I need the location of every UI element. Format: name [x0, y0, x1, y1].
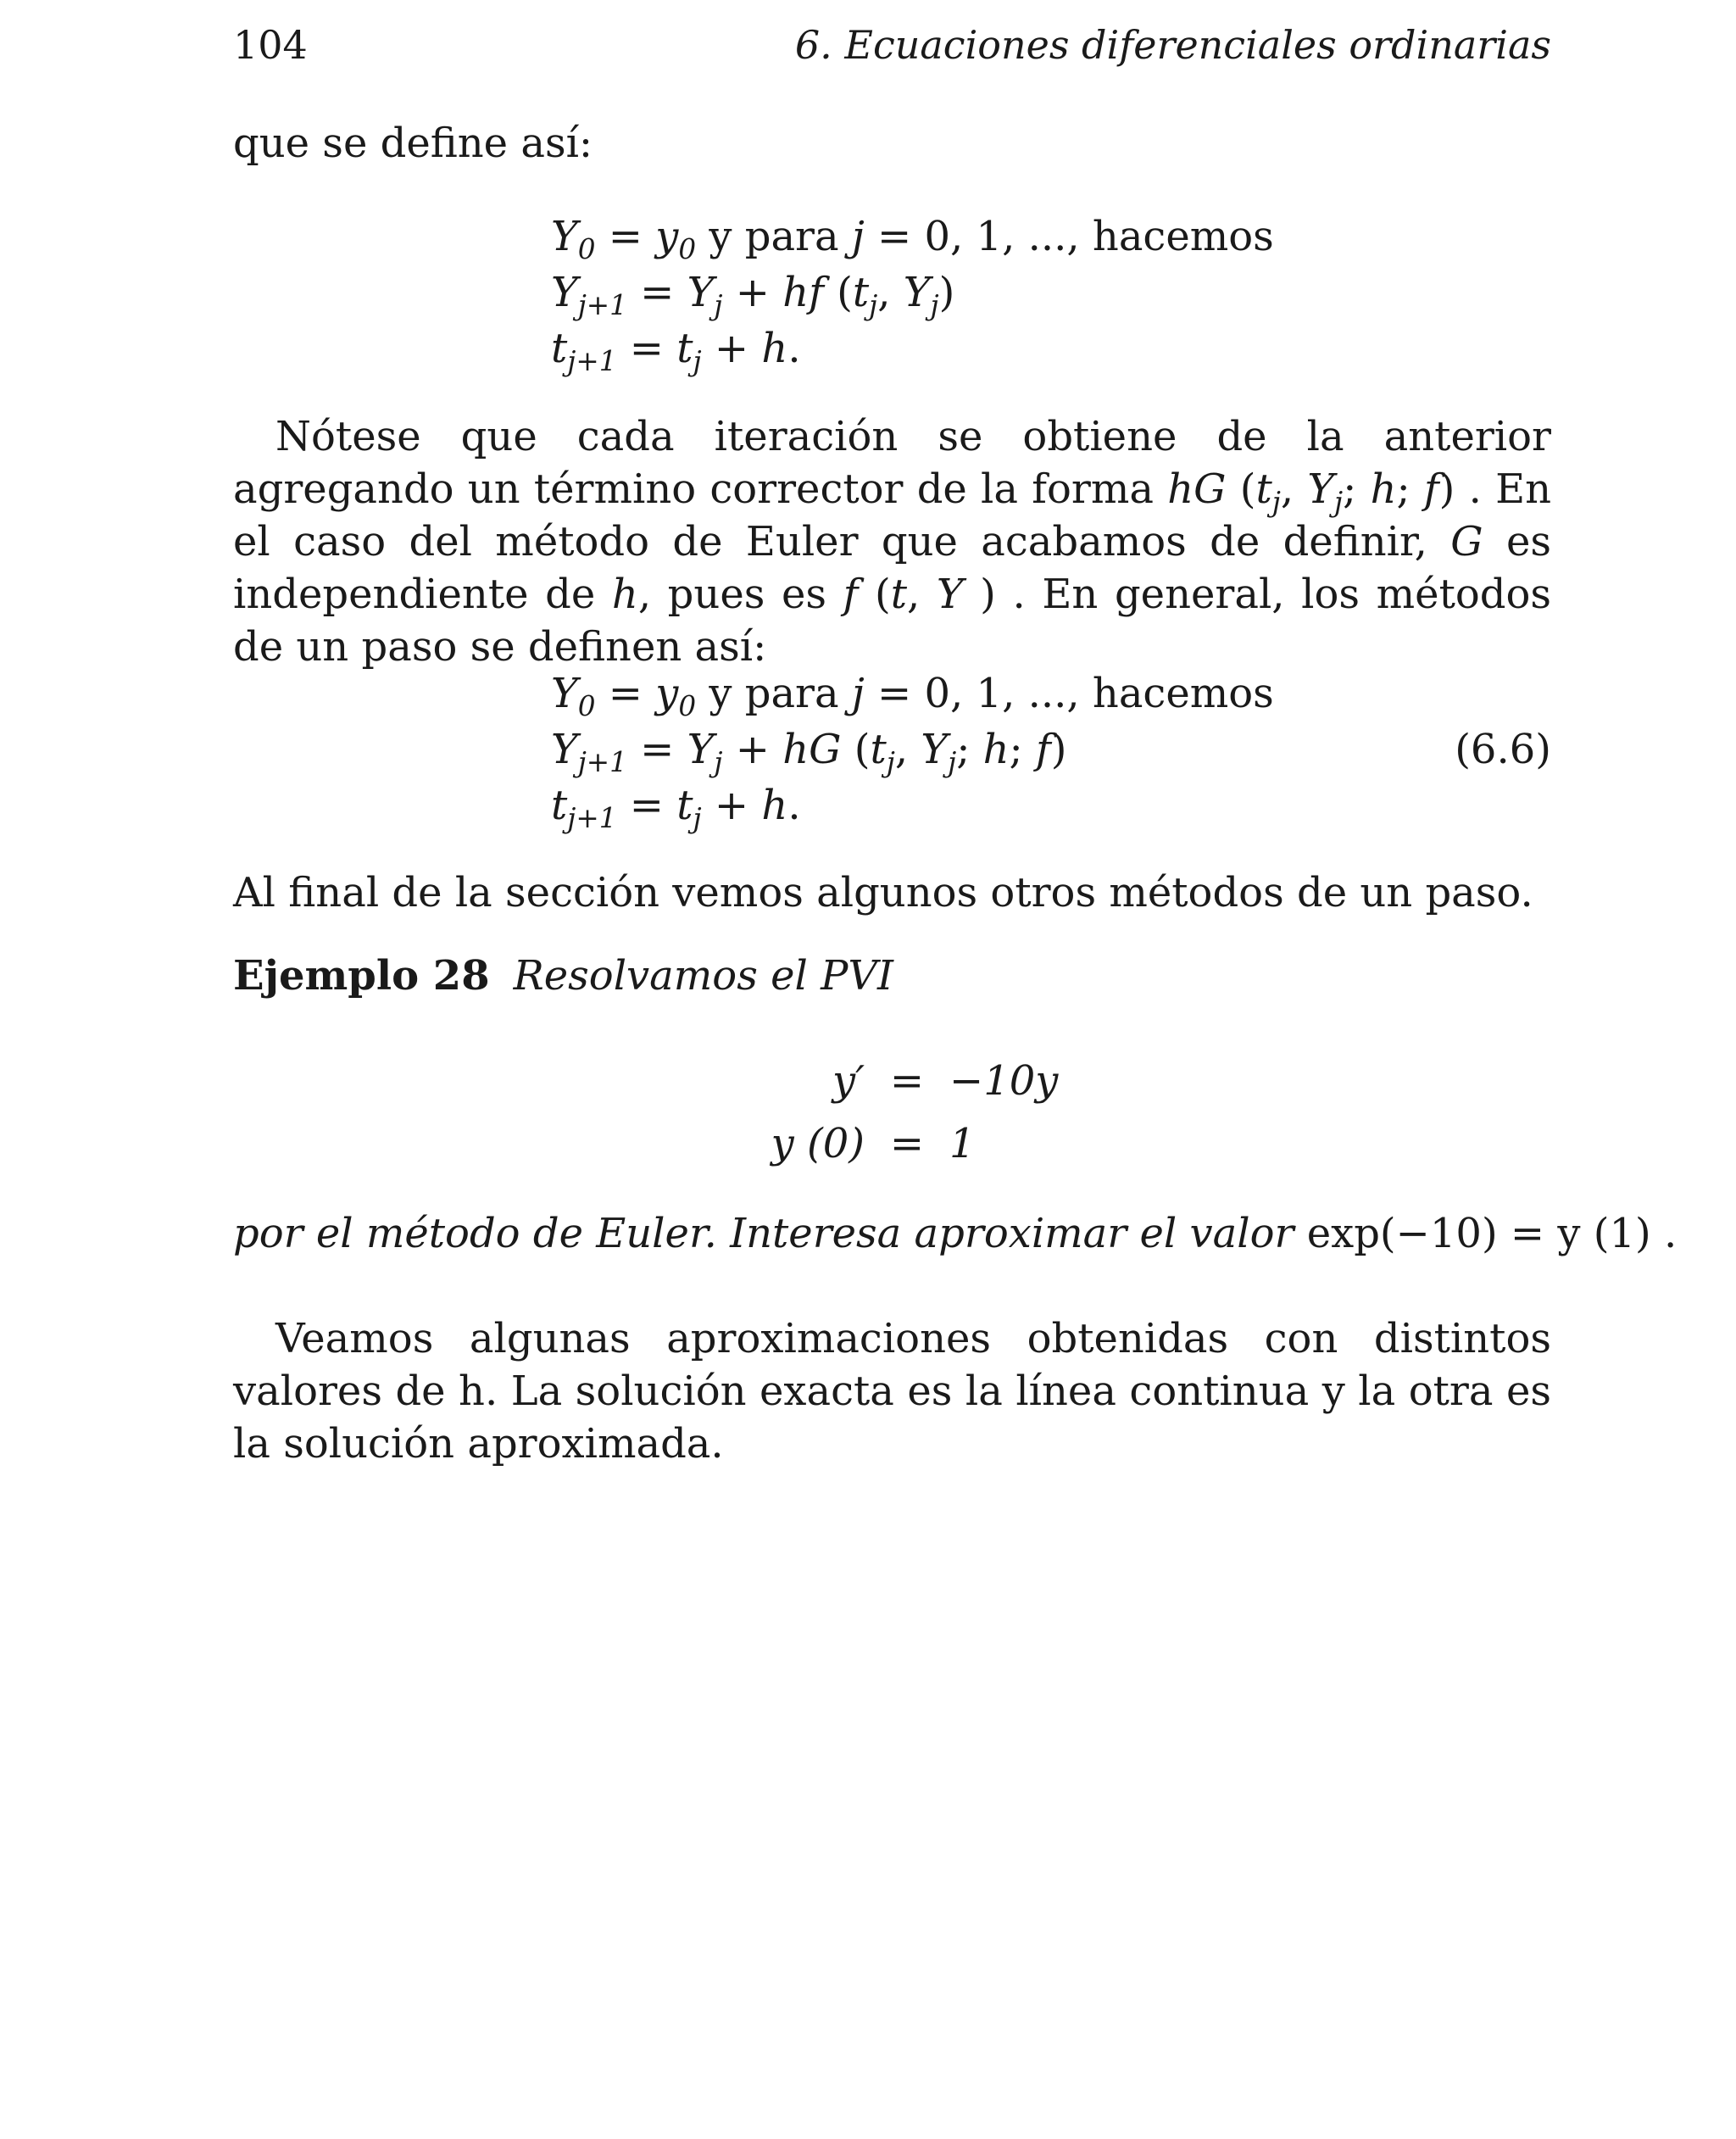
running-title: 6. Ecuaciones diferenciales ordinarias	[794, 22, 1551, 68]
one-step-scheme-line-2: $Y_{j+1} = Y_j$ + hG ($t_j$, $Y_j$; h; f)	[551, 726, 1067, 778]
one-step-scheme	[551, 666, 1274, 833]
example-label: Ejemplo 28	[233, 952, 490, 1000]
ode-system	[695, 1050, 1170, 1175]
paragraph-notese: Nótese que cada iteración se obtiene de la anterior agregando un término corrector de la forma hG ($t_j$, $Y_j$; h; f) . En el caso del método de Euler que acabamos de definir, G es independiente de h, pues es f (t, Y ) . En general, los métodos de un paso se definen así:	[233, 413, 1552, 671]
euler-scheme	[551, 209, 1274, 376]
ode-equals: =	[889, 1057, 925, 1105]
ode-rhs: −10y	[949, 1057, 1059, 1105]
example-target-value: exp(−10) = y (1) .	[1306, 1210, 1678, 1257]
ode-rhs: 1	[949, 1120, 976, 1167]
one-step-scheme-line-1: $Y_0 = y_0$ y para j = 0, 1, ..., hacemos	[551, 670, 1274, 722]
paragraph-intro: que se define así:	[233, 120, 593, 167]
one-step-scheme-line-3: $t_{j+1} = t_j + h$.	[551, 782, 801, 834]
equation-number: (6.6)	[1455, 726, 1551, 773]
example-heading	[233, 950, 893, 1002]
ode-row	[695, 1112, 1170, 1175]
example-intro: Resolvamos el PVI	[513, 952, 894, 1000]
ode-equals: =	[889, 1120, 925, 1167]
paragraph-al-final: Al final de la sección vemos algunos otros métodos de un paso.	[233, 869, 1533, 916]
euler-scheme-line-3: $t_{j+1} = t_j + h$.	[551, 325, 801, 377]
euler-scheme-line-1: $Y_0 = y_0$ y para j = 0, 1, ..., hacemos	[551, 213, 1274, 265]
ode-lhs: y′	[832, 1057, 865, 1105]
page-number: 104	[233, 22, 308, 68]
example-method-text	[233, 1207, 1678, 1260]
euler-scheme-line-2: $Y_{j+1} = Y_j$ + hf ($t_j$, $Y_j$)	[551, 269, 955, 321]
ode-row	[695, 1050, 1170, 1112]
paragraph-veamos: Veamos algunas aproximaciones obtenidas con distintos valores de h. La solución exacta es la línea continua y la otra es la solución aproximada.	[233, 1315, 1551, 1468]
ode-lhs: y (0)	[771, 1120, 865, 1167]
example-method-sentence: por el método de Euler. Interesa aproximar el valor	[233, 1210, 1294, 1257]
